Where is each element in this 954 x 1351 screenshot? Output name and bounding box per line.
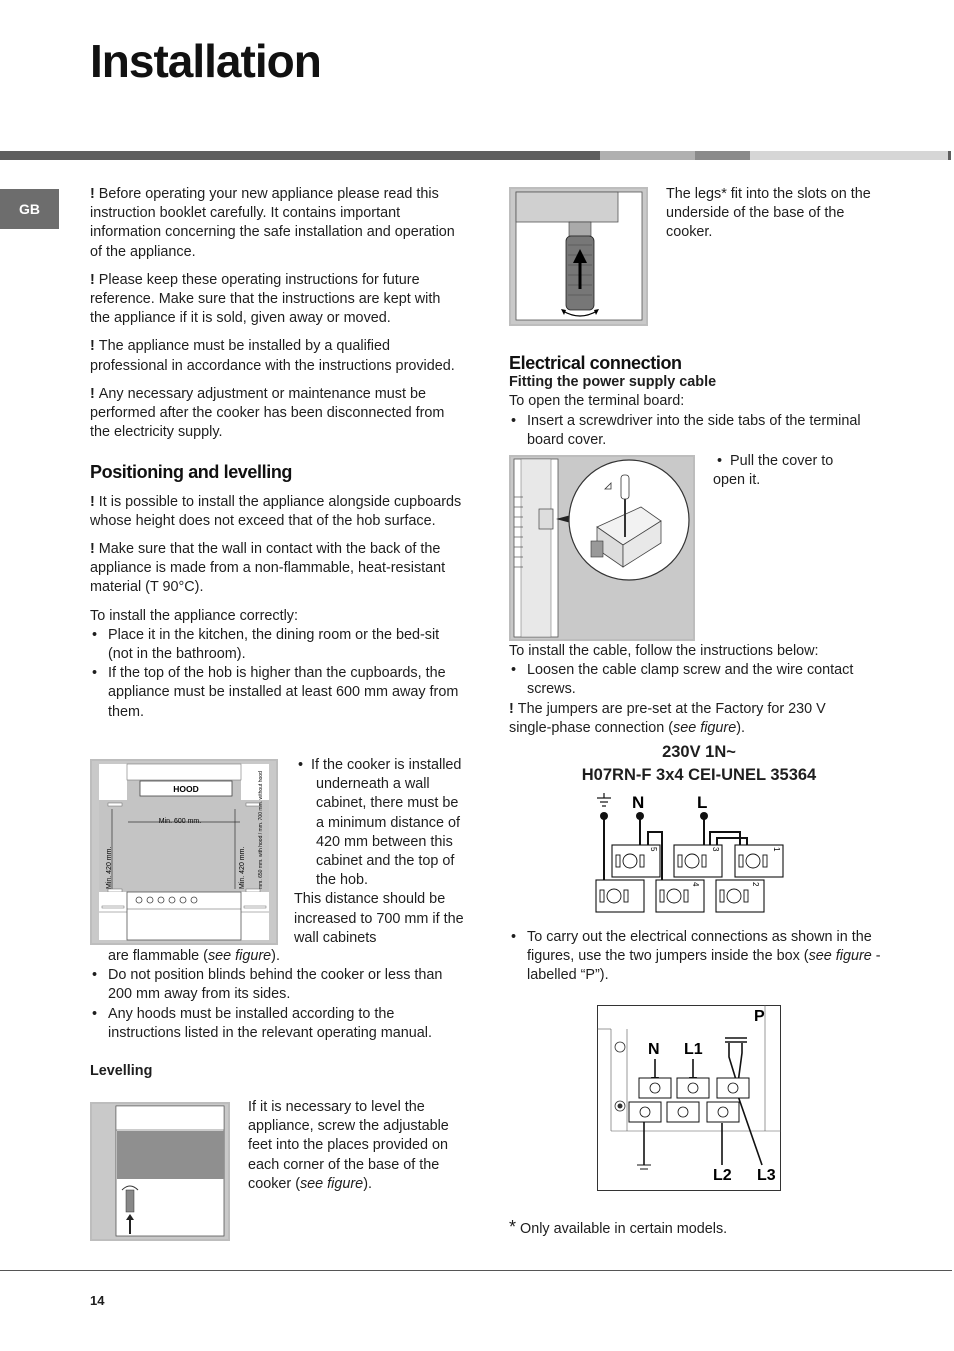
header-band-mid	[600, 151, 695, 160]
jumper-instructions	[509, 928, 889, 986]
list-item: • If the top of the hob is higher than the cupboards, the appliance must be installed at least 600 mm away from them.	[90, 664, 464, 722]
hood-label: HOOD	[173, 784, 199, 794]
terminal-5: 5	[649, 847, 658, 852]
footer-rule	[0, 1270, 952, 1271]
list-item: • Do not position blinds behind the cooker or less than 200 mm away from its sides.	[90, 966, 464, 1004]
levelling-text: If it is necessary to level the appliance, screw the adjustable feet into the places provided on each corner of the base of the cooker (see figure).	[248, 1099, 449, 1192]
diagram-title-line2: H07RN-F 3x4 CEI-UNEL 35364	[581, 766, 817, 784]
intro-paragraph: ! The appliance must be installed by a qualified professional in accordance with the instructions provided.	[90, 338, 455, 374]
cabinet-extra: This distance should be increased to 700 mm if the wall cabinets	[294, 891, 464, 946]
list-item: • Any hoods must be installed according to the instructions listed in the relevant operating manual.	[90, 1005, 464, 1043]
footnote-text: Only available in certain models.	[520, 1221, 728, 1237]
label-l3: L3	[757, 1167, 776, 1184]
legs-figure	[509, 187, 648, 326]
label-n2: N	[648, 1041, 660, 1058]
page-title: Installation	[90, 35, 321, 87]
right-note-label: mm. 650 mm. with hood / mm. 700 mm. without hood	[258, 771, 264, 889]
power-cable-subheading: Fitting the power supply cable	[509, 374, 717, 391]
cable-install-section	[509, 642, 889, 738]
footnote-star: *	[509, 1217, 517, 1237]
levelling-drawing	[92, 1104, 228, 1239]
positioning-tail	[90, 947, 464, 1081]
open-intro: To open the terminal board:	[509, 393, 685, 410]
diagram-title-line1: 230V 1N~	[662, 743, 736, 761]
cabinet-clearance-figure	[90, 759, 278, 945]
cabinet-clearance-drawing	[92, 761, 276, 943]
terminal-4: 4	[691, 882, 700, 887]
intro-paragraph: ! Please keep these operating instructions for future reference. Make sure that the instructions are kept with the appliance if it is sold, given away or moved.	[90, 271, 441, 327]
cabinet-tail: are flammable (see figure).	[108, 948, 280, 964]
terminal-2: 2	[751, 882, 760, 887]
label-l: L	[697, 793, 708, 812]
pull-cover-text: • Pull the cover to open it.	[713, 453, 834, 489]
intro-paragraph: ! Before operating your new appliance please read this instruction booklet carefully. It contains important information concerning the safe installation and operation of the appliance.	[90, 186, 455, 260]
legs-drawing	[511, 189, 646, 324]
wiring-diagram-three-phase	[597, 1005, 782, 1192]
jumper-note: ! The jumpers are pre-set at the Factory for 230 V single-phase connection (see figure).	[509, 700, 826, 736]
install-intro: To install the appliance correctly:	[90, 607, 298, 624]
list-item: • Place it in the kitchen, the dining room or the bed-sit (not in the bathroom).	[90, 626, 464, 664]
install-list	[90, 626, 464, 722]
electrical-section	[509, 354, 869, 450]
cable-list	[509, 661, 889, 699]
jumper-list	[509, 928, 889, 986]
min600-label: Min. 600 mm.	[158, 818, 202, 825]
intro-section	[90, 185, 464, 722]
list-item: • Insert a screwdriver into the side tabs of the terminal board cover.	[509, 412, 869, 450]
terminal-3: 3	[711, 847, 720, 852]
header-band-dark2	[695, 151, 750, 160]
list-item: • To carry out the electrical connections as shown in the figures, use the two jumpers inside the box (see figure - labelled “P”).	[509, 928, 889, 986]
intro-paragraph: ! Any necessary adjustment or maintenance must be performed after the cooker has been disconnected from the electricity supply.	[90, 385, 445, 441]
positioning-heading: Positioning and levelling	[90, 462, 293, 483]
label-l1: L1	[684, 1041, 703, 1058]
label-p: P	[754, 1008, 765, 1025]
page-number: 14	[90, 1293, 105, 1308]
electrical-heading: Electrical connection	[509, 353, 682, 373]
terminal-board-drawing	[511, 457, 693, 639]
label-l2: L2	[713, 1167, 732, 1184]
legs-text: The legs* fit into the slots on the underside of the base of the cooker.	[666, 186, 871, 241]
positioning-warning: ! It is possible to install the appliance alongside cupboards whose height does not exceed that of the hob surface.	[90, 493, 462, 529]
label-n: N	[632, 793, 645, 812]
positioning-warning: ! Make sure that the wall in contact with the back of the appliance is made from a non-flammable, heat-resistant material (T 90°C).	[90, 541, 446, 596]
min420-right-label: Min. 420 mm.	[239, 846, 246, 889]
header-band-dark	[0, 151, 600, 160]
cabinet-bullet: • If the cooker is installed underneath a wall cabinet, there must be a minimum distance of 420 mm between this cabinet and the top of the hob.	[294, 757, 462, 889]
levelling-heading: Levelling	[90, 1063, 153, 1080]
wiring-diagram-single-phase	[590, 790, 790, 920]
language-tab: GB	[0, 189, 59, 229]
positioning-list-2	[90, 966, 464, 1043]
cabinet-text	[294, 756, 468, 948]
levelling-figure	[90, 1102, 230, 1241]
cable-intro: To install the cable, follow the instructions below:	[509, 643, 819, 659]
terminal-board-figure	[509, 455, 695, 641]
open-list	[509, 412, 869, 450]
footnote	[509, 1218, 869, 1239]
header-band-end	[948, 151, 951, 160]
list-item: • Loosen the cable clamp screw and the wire contact screws.	[509, 661, 889, 699]
min420-left-label: Min. 420 mm.	[106, 846, 113, 889]
terminal-1: 1	[772, 847, 781, 852]
diagram-title	[509, 741, 889, 787]
header-band-light	[750, 151, 948, 160]
